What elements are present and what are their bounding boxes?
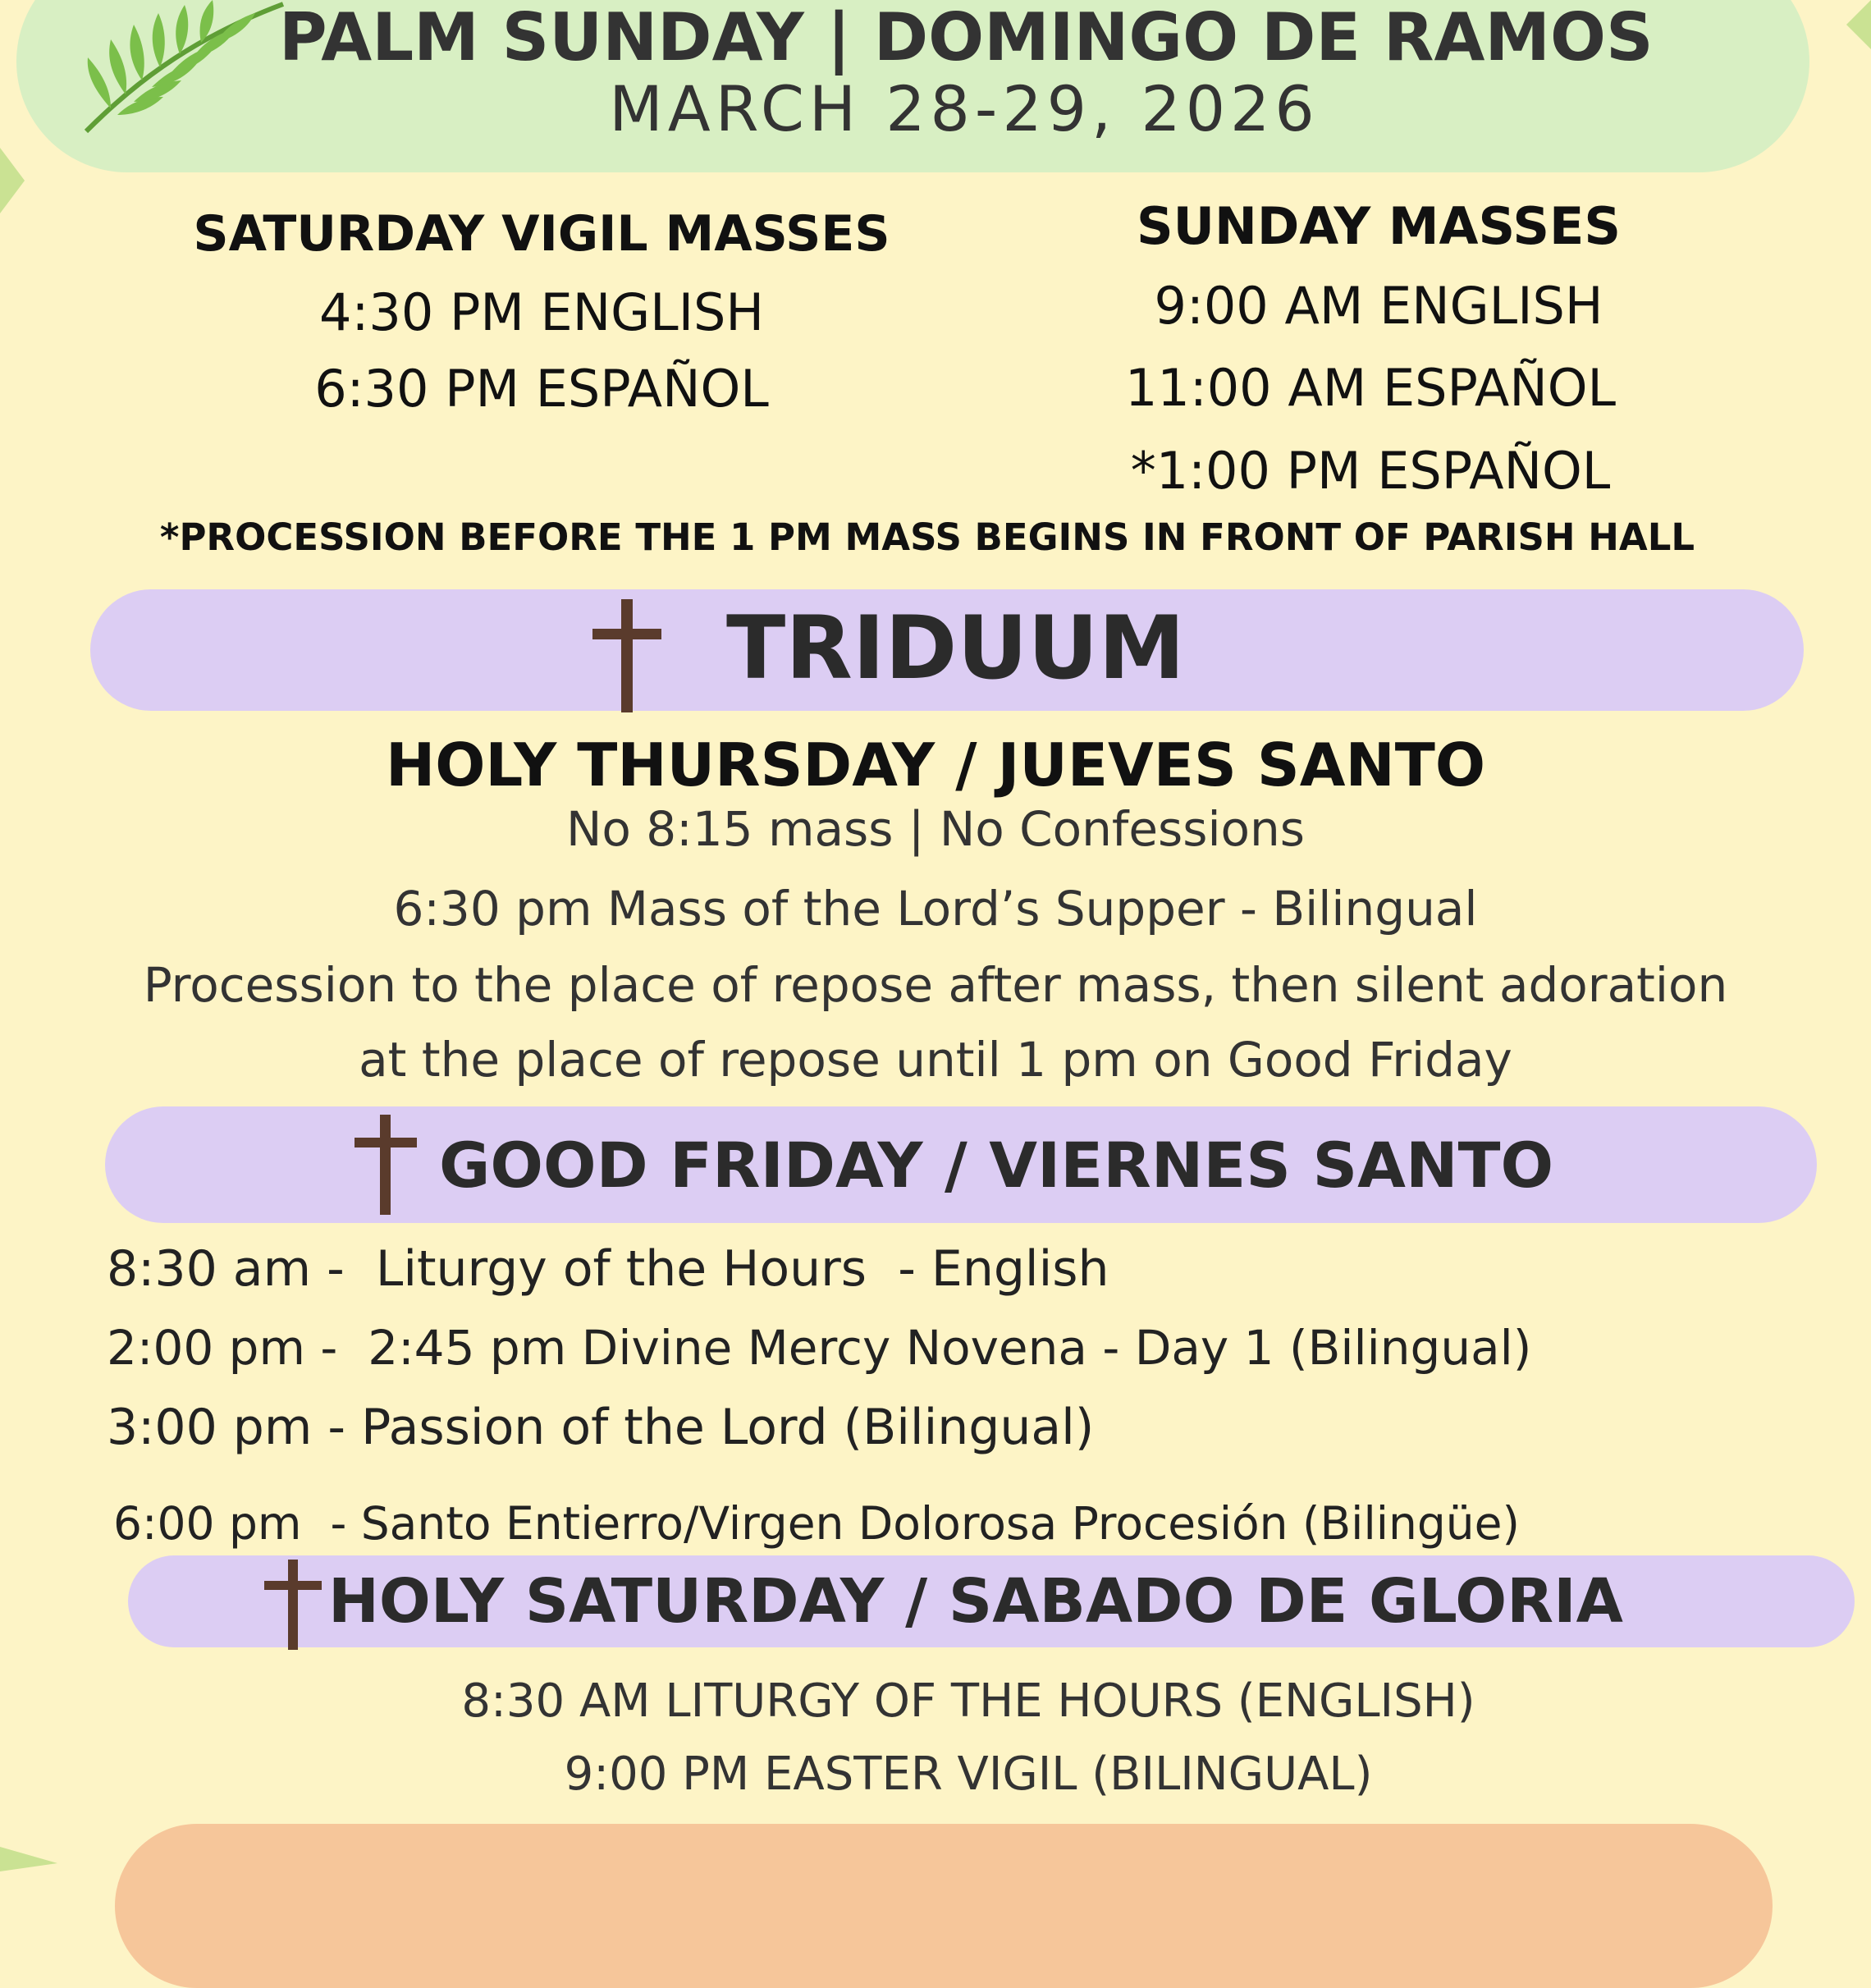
holy-saturday-heading: HOLY SATURDAY / SABADO DE GLORIA — [328, 1566, 1623, 1637]
holy-saturday-line-2: 9:00 PM EASTER VIGIL (BILINGUAL) — [564, 1748, 1373, 1801]
good-friday-line-4: 6:00 pm - Santo Entierro/Virgen Dolorosa Procesión (Bilingüe) — [113, 1497, 1520, 1550]
cross-icon — [264, 1560, 322, 1650]
holy-thursday-heading: HOLY THURSDAY / JUEVES SANTO — [385, 731, 1486, 799]
palm-sunday-title: PALM SUNDAY | DOMINGO DE RAMOS — [279, 0, 1654, 76]
sunday-time-3: *1:00 PM ESPAÑOL — [1130, 441, 1611, 501]
saturday-time-1: 4:30 PM ENGLISH — [319, 282, 764, 342]
holy-thursday-line-1: No 8:15 mass | No Confessions — [565, 801, 1306, 857]
cross-icon — [592, 599, 661, 712]
sunday-time-1: 9:00 AM ENGLISH — [1154, 276, 1603, 336]
palm-sunday-date: MARCH 28-29, 2026 — [609, 72, 1320, 145]
good-friday-line-1: 8:30 am - Liturgy of the Hours - English — [107, 1240, 1109, 1298]
holy-thursday-line-4: at the place of repose until 1 pm on Good Friday — [359, 1032, 1512, 1088]
corner-palm-bottom-icon — [0, 1839, 57, 1871]
palm-leaf-icon — [78, 0, 291, 140]
triduum-title: TRIDUUM — [726, 598, 1185, 699]
cross-icon — [355, 1115, 417, 1215]
easter-banner — [115, 1824, 1773, 1988]
good-friday-line-3: 3:00 pm - Passion of the Lord (Bilingual) — [107, 1399, 1095, 1456]
holy-saturday-line-1: 8:30 AM LITURGY OF THE HOURS (ENGLISH) — [461, 1674, 1475, 1728]
saturday-heading: SATURDAY VIGIL MASSES — [193, 205, 890, 263]
sunday-time-2: 11:00 AM ESPAÑOL — [1124, 358, 1617, 418]
good-friday-line-2: 2:00 pm - 2:45 pm Divine Mercy Novena - Day 1 (Bilingual) — [107, 1320, 1532, 1376]
corner-palm-left-icon — [0, 148, 33, 213]
procession-note: *PROCESSION BEFORE THE 1 PM MASS BEGINS IN FRONT OF PARISH HALL — [159, 515, 1695, 559]
sunday-heading: SUNDAY MASSES — [1136, 196, 1622, 256]
corner-palm-right-icon — [1838, 0, 1871, 49]
saturday-time-2: 6:30 PM ESPAÑOL — [314, 359, 769, 419]
good-friday-heading: GOOD FRIDAY / VIERNES SANTO — [439, 1129, 1554, 1202]
holy-thursday-line-3: Procession to the place of repose after mass, then silent adoration — [143, 957, 1728, 1013]
holy-thursday-line-2: 6:30 pm Mass of the Lord’s Supper - Bilingual — [393, 881, 1478, 937]
